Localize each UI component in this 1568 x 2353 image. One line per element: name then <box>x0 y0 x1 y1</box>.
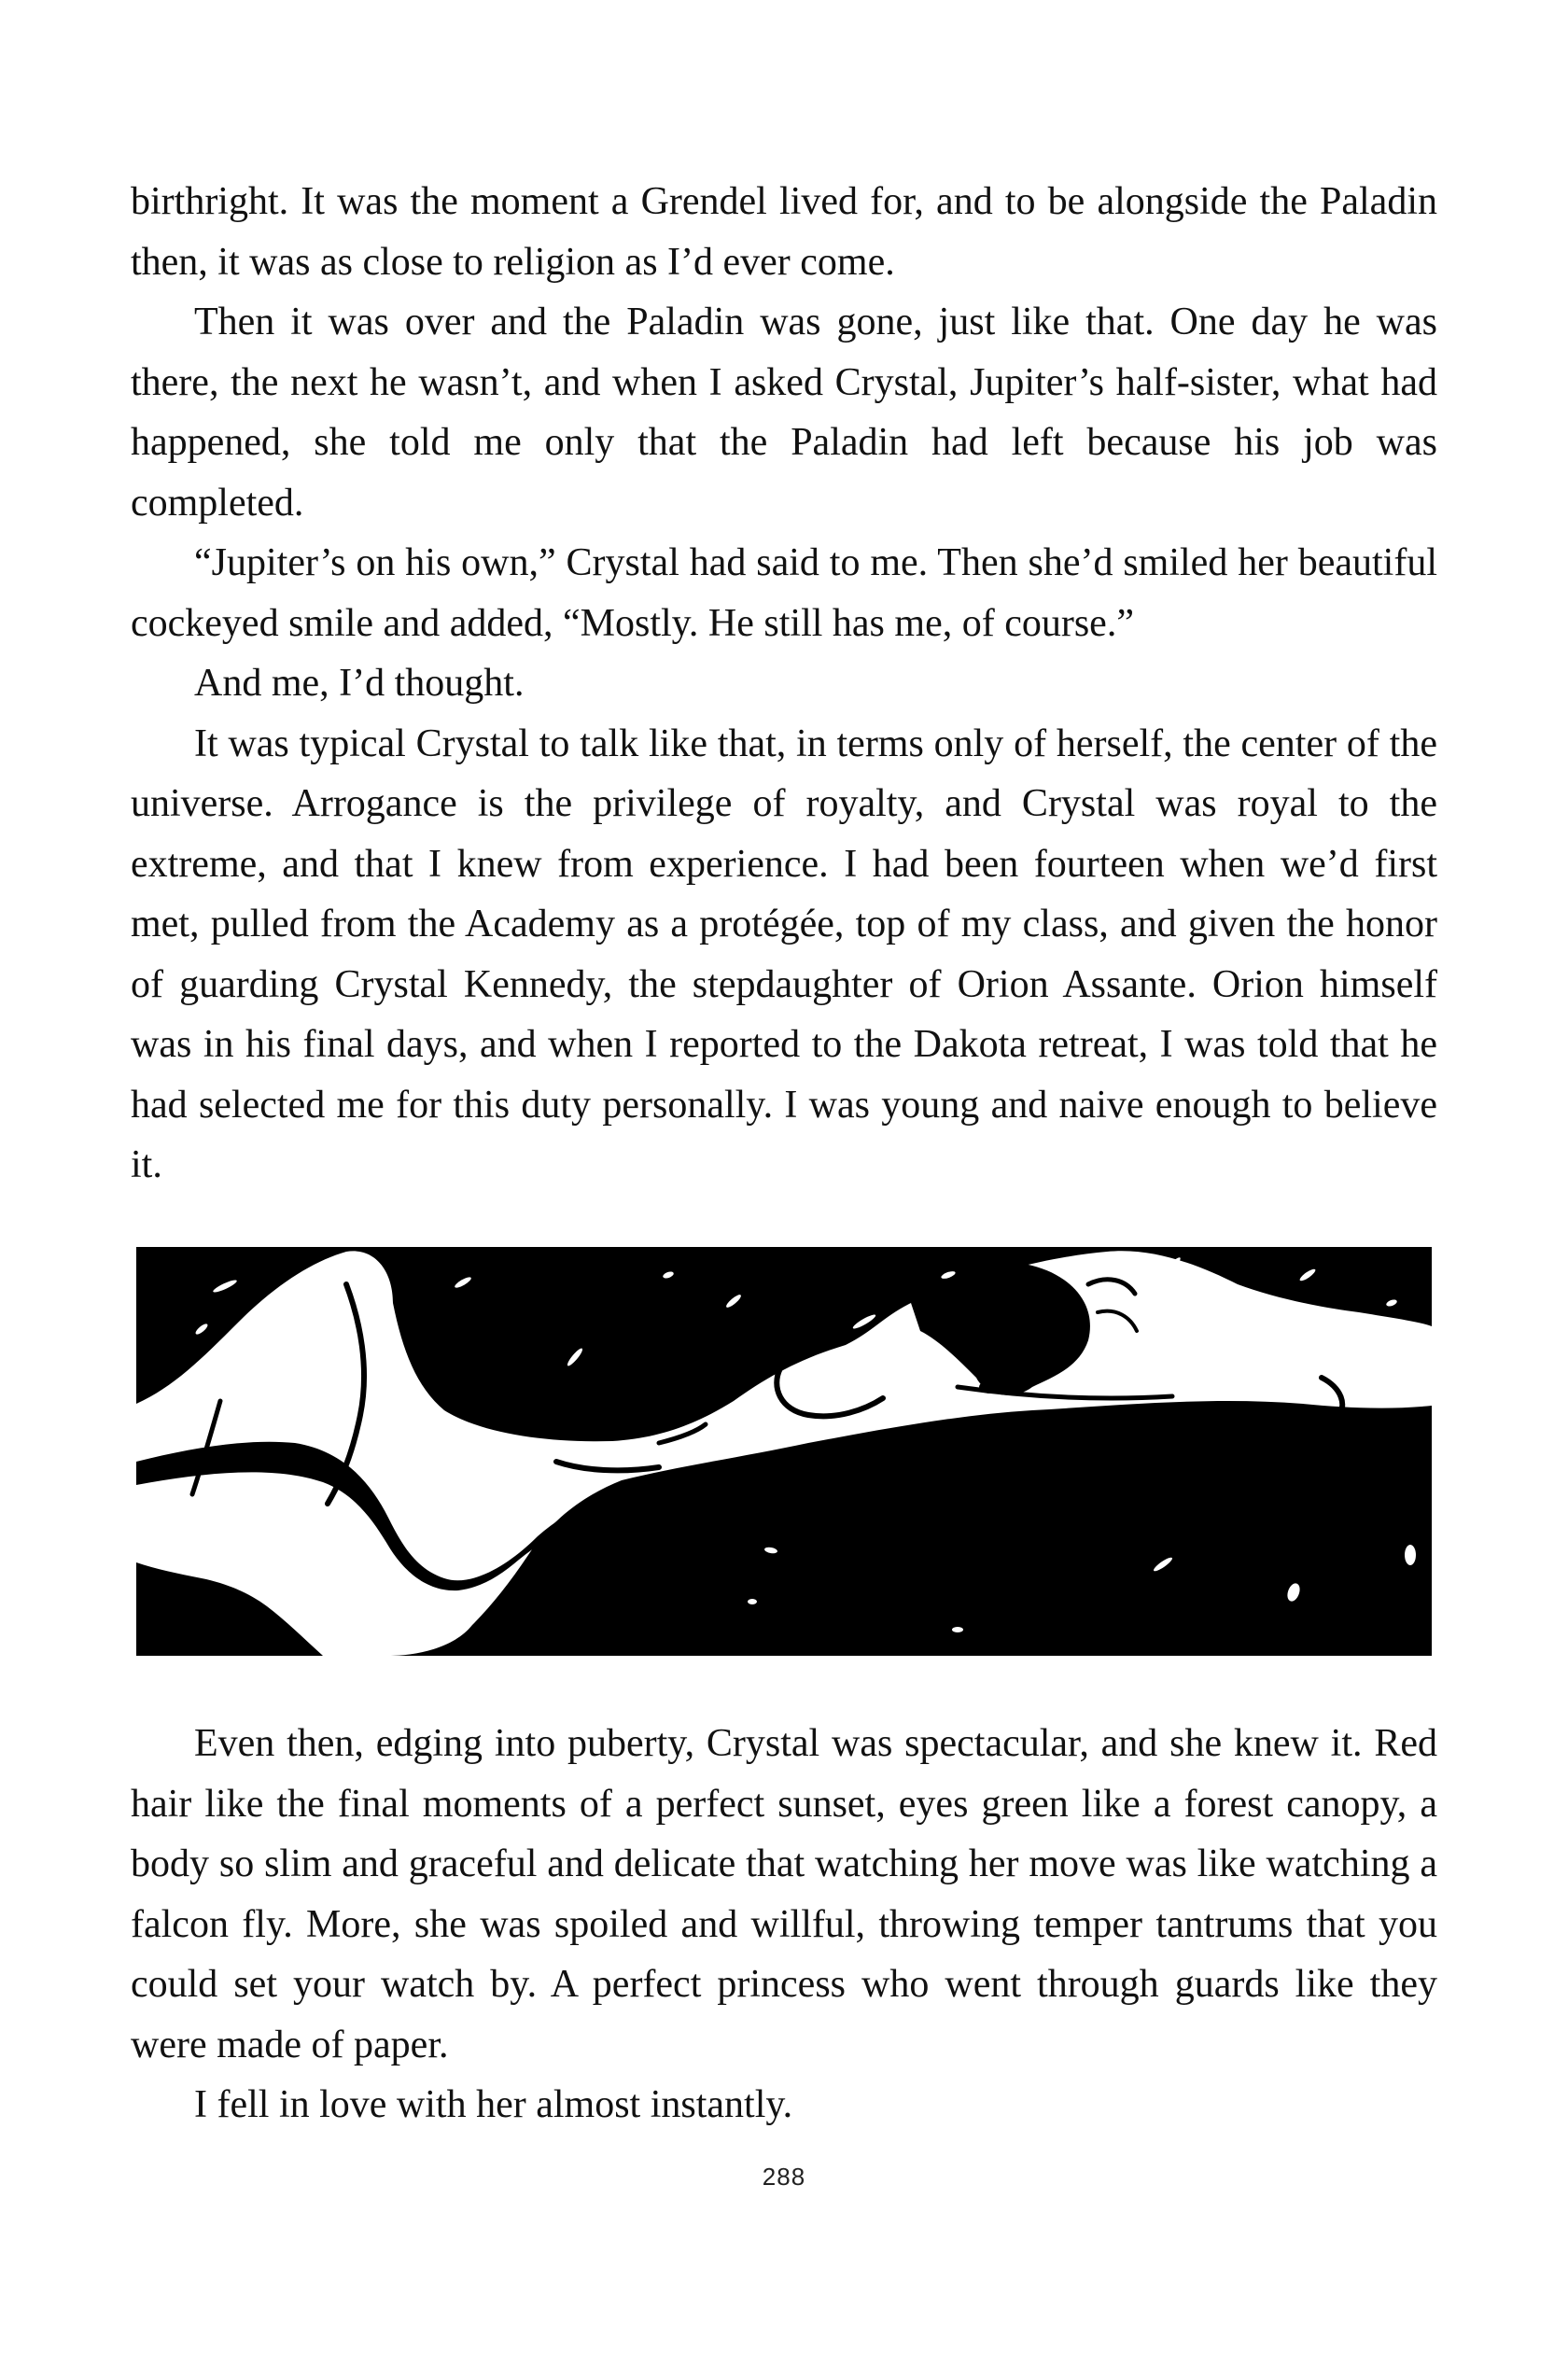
reclining-figure-drawing <box>136 1247 1432 1656</box>
paragraph: Then it was over and the Paladin was gone, just like that. One day he was there, the next he wasn’t, and when I asked Crystal, Jupiter’s half-sister, what had happened, she told me only that the Paladin had left because his job was completed. <box>131 301 1437 525</box>
paragraph: Even then, edging into puberty, Crystal was spectacular, and she knew it. Red hair like the final moments of a perfect sunset, eyes green like a forest canopy, a body so slim and graceful and delicate that watching her move was like watching a falcon fly. More, she was spoiled and willful, throwing temper tantrums that you could set your watch by. A perfect princess who went through guards like they were made of paper. <box>131 1722 1437 2066</box>
paragraph: birthright. It was the moment a Grendel lived for, and to be alongside the Paladin then, it was as close to religion as I’d ever come. <box>131 180 1437 284</box>
text-block-bottom <box>131 1714 1437 2136</box>
ink-illustration <box>136 1247 1432 1656</box>
paragraph: And me, I’d thought. <box>194 662 525 705</box>
page-number: 288 <box>762 2163 806 2191</box>
paragraph: “Jupiter’s on his own,” Crystal had said to me. Then she’d smiled her beautiful cockeyed smile and added, “Mostly. He still has me, of course.” <box>131 541 1437 645</box>
paragraph: I fell in love with her almost instantly. <box>194 2083 793 2126</box>
paragraph: It was typical Crystal to talk like that, in terms only of herself, the center of the universe. Arrogance is the privilege of royalty, and Crystal was royal to the extreme, and that I knew from experience. I had been fourteen when we’d first met, pulled from the Academy as a protégée, top of my class, and given the honor of guarding Crystal Kennedy, the stepdaughter of Orion Assante. Orion himself was in his final days, and when I reported to the Dakota retreat, I was told that he had selected me for this duty personally. I was young and naive enough to believe it. <box>131 721 1437 1186</box>
text-block-top <box>131 172 1437 1196</box>
